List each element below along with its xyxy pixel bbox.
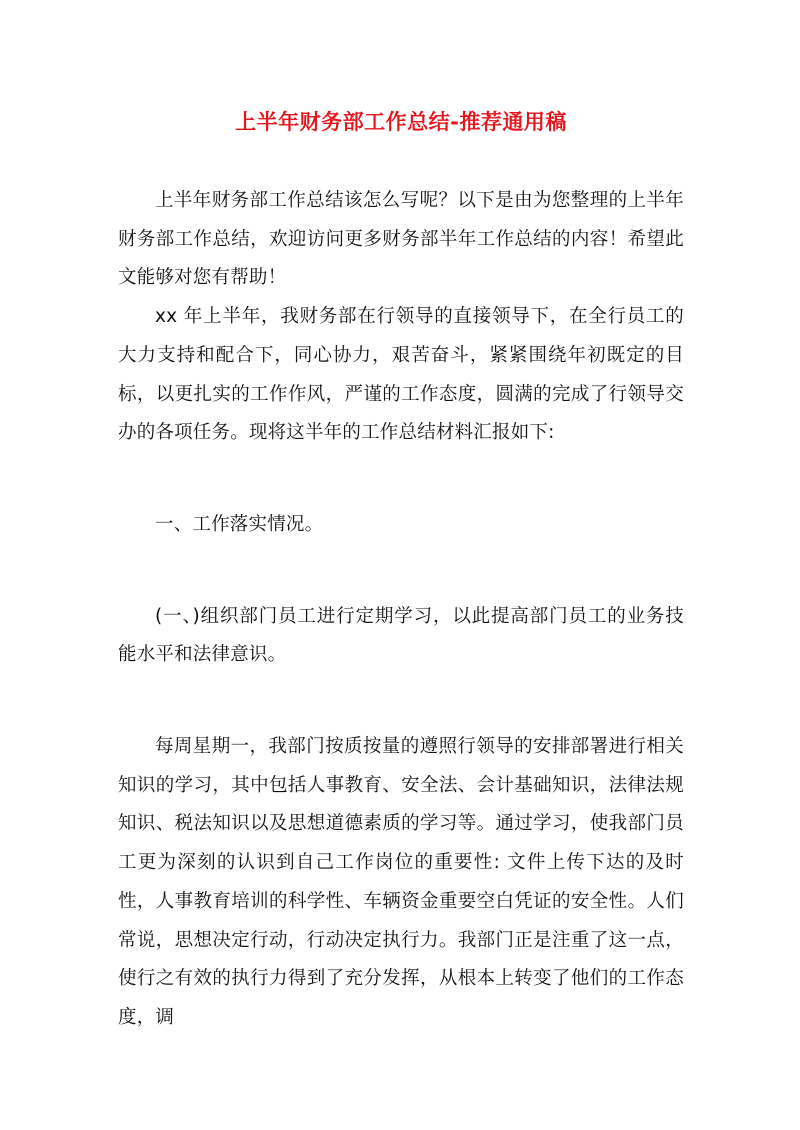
summary-paragraph: xx 年上半年，我财务部在行领导的直接领导下，在全行员工的大力支持和配合下，同心协力，艰苦奋斗，紧紧围绕年初既定的目标，以更扎实的工作作风，严谨的工作态度，圆满的完成了行领导交办的各项任务。现将这半年的工作总结材料汇报如下: [118,306,684,444]
subsection-heading: (一、)组织部门员工进行定期学习，以此提高部门员工的业务技能水平和法律意识。 [118,605,684,666]
intro-paragraph: 上半年财务部工作总结该怎么写呢？以下是由为您整理的上半年财务部工作总结，欢迎访问更多财务部半年工作总结的内容！希望此文能够对您有帮助！ [118,190,684,289]
section-heading: 一、工作落实情况。 [155,513,324,535]
document-title: 上半年财务部工作总结-推荐通用稿 [235,110,567,134]
body-paragraph: 每周星期一，我部门按质按量的遵照行领导的安排部署进行相关知识的学习，其中包括人事教育、安全法、会计基础知识，法律法规知识、税法知识以及思想道德素质的学习等。通过学习，使我部门员工更为深刻的认识到自己工作岗位的重要性: 文件上传下达的及时性，人事教育培训的科学性、车辆资金重要空白凭证的安全性。人们常说，思想决定行动，行动决定执行力。我部门正是注重了这一点，使行之有效的执行力得到了充分发挥，从根本上转变了他们的工作态度，调 [118,736,684,1028]
